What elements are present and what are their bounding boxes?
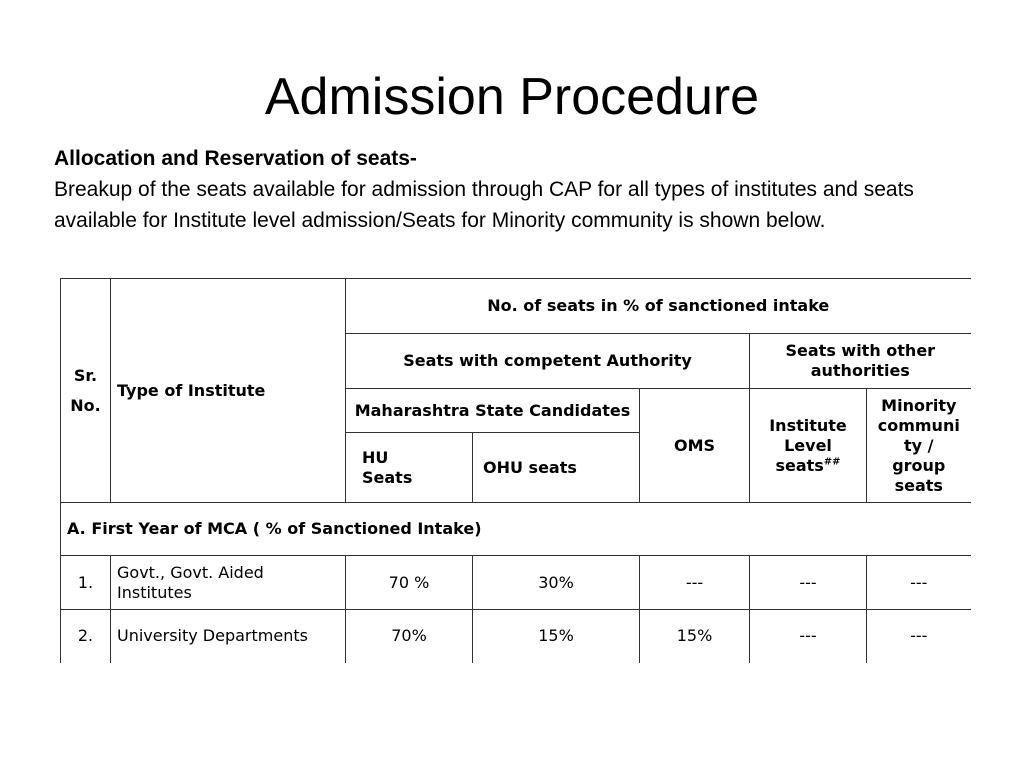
- minority-community-header: Minority communi ty / group seats: [867, 389, 971, 503]
- row-hu-seats: 70%: [346, 610, 473, 663]
- slide-title: Admission Procedure: [264, 68, 760, 126]
- hu-seats-header: HU Seats: [346, 433, 473, 503]
- row-institute-type: University Departments: [111, 610, 346, 663]
- section-label: A. First Year of MCA ( % of Sanctioned Intake): [61, 503, 971, 556]
- seat-allocation-table: [60, 278, 971, 663]
- row-sr: 1.: [61, 556, 111, 610]
- row-minority: ---: [867, 556, 971, 610]
- row-ohu-seats: 15%: [473, 610, 640, 663]
- row-minority: ---: [867, 610, 971, 663]
- row-hu-seats: 70 %: [346, 556, 473, 610]
- type-of-institute-header: Type of Institute: [111, 279, 346, 503]
- row-sr: 2.: [61, 610, 111, 663]
- ohu-seats-header: OHU seats: [473, 433, 640, 503]
- row-institute-level: ---: [750, 556, 867, 610]
- intro-heading: Allocation and Reservation of seats-: [54, 147, 417, 170]
- section-row: [61, 503, 971, 556]
- sr-no-header: Sr. No.: [61, 279, 111, 503]
- intro-block: [54, 143, 964, 236]
- row-oms: ---: [640, 556, 750, 610]
- header-row-1: [61, 279, 971, 334]
- maharashtra-candidates-header: Maharashtra State Candidates: [346, 389, 640, 433]
- row-institute-level: ---: [750, 610, 867, 663]
- table-row: [61, 556, 971, 610]
- row-institute-type: Govt., Govt. Aided Institutes: [111, 556, 346, 610]
- row-oms: 15%: [640, 610, 750, 663]
- oms-header: OMS: [640, 389, 750, 503]
- sanctioned-intake-header: No. of seats in % of sanctioned intake: [346, 279, 971, 334]
- other-authorities-header: Seats with other authorities: [750, 334, 971, 389]
- table-row: [61, 610, 971, 663]
- competent-authority-header: Seats with competent Authority: [346, 334, 750, 389]
- row-ohu-seats: 30%: [473, 556, 640, 610]
- institute-level-header: Institute Level seats##: [750, 389, 867, 503]
- intro-body: Breakup of the seats available for admission through CAP for all types of institutes and seats available for Institute level admission/Seats for Minority community is shown below.: [54, 178, 914, 232]
